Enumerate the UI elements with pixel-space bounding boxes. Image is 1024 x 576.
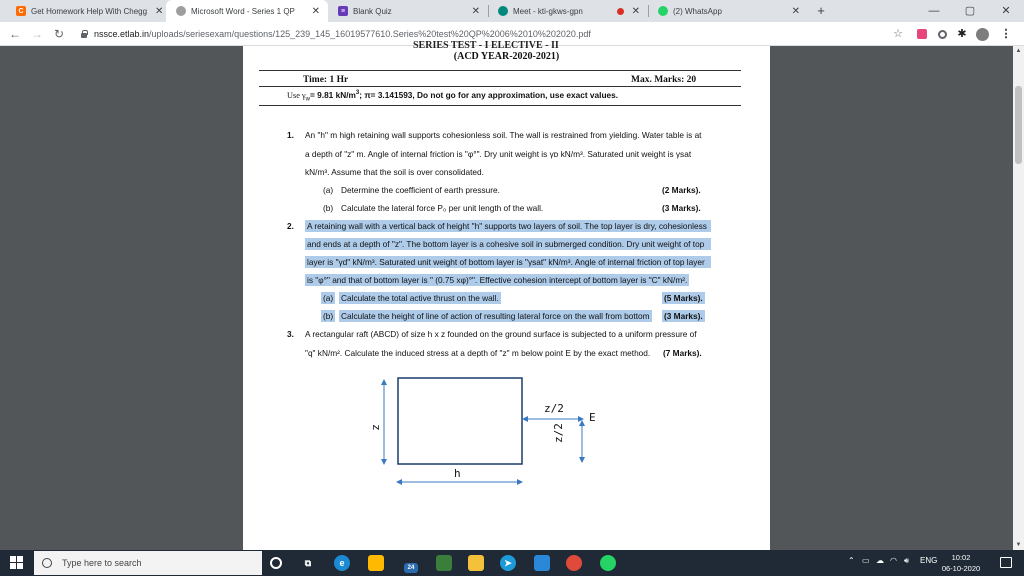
puzzle-icon[interactable]: ✱ [957, 28, 967, 40]
pdf-page [243, 40, 770, 550]
extension-icon[interactable] [934, 26, 950, 42]
tab-label: Meet - kti-gkws-gpn [513, 6, 583, 16]
whatsapp-icon [658, 6, 668, 16]
question-number: 2. [287, 221, 294, 231]
google-forms-icon: ≡ [338, 6, 348, 16]
avatar[interactable] [974, 26, 990, 42]
edge-icon[interactable]: e [334, 555, 350, 571]
question-line: An "h" m high retaining wall supports cohesionless soil. The wall is restrained from yielding. Water table is at [305, 130, 702, 140]
search-icon [42, 558, 52, 568]
tab-label: Microsoft Word - Series 1 QP [191, 6, 295, 16]
tab-chegg[interactable] [6, 0, 166, 22]
gamma-subscript: w [305, 96, 310, 103]
taskbar-clock[interactable] [938, 552, 984, 574]
part-label: (a) [323, 185, 334, 195]
language-indicator[interactable]: ENG [920, 556, 938, 565]
clipped-heading: SERIES TEST - I ELECTIVE - II [413, 40, 559, 51]
close-tab-icon[interactable]: ✕ [155, 5, 164, 17]
url-host: nssce.etlab.in [94, 29, 150, 39]
question-line: is "φ°" and that of bottom layer is " (0.75 xφ)°". Effective cohesion intercept of bottom layer is "C" kN/m². [307, 275, 688, 285]
file-explorer-icon[interactable] [468, 555, 484, 571]
notification-icon[interactable] [1000, 557, 1012, 568]
gamma-value: = 9.81 kN/m [310, 90, 356, 100]
new-tab-button[interactable]: + [817, 3, 825, 18]
app-icon[interactable] [436, 555, 452, 571]
taskbar-search-input[interactable] [34, 551, 262, 575]
minimize-button[interactable]: — [928, 5, 940, 17]
figure-label-z: z [370, 424, 383, 431]
constant-prefix: Use γ [287, 91, 306, 100]
close-tab-icon[interactable]: ✕ [631, 5, 640, 17]
part-marks: (5 Marks). [664, 293, 703, 303]
raft-figure [243, 46, 770, 550]
part-marks: (3 Marks). [662, 203, 701, 213]
url-path: /uploads/seriesexam/questions/125_239_145_16019577610.Series%20test%20QP%2006%2010%202020.pdf [149, 29, 591, 39]
question-line: A retaining wall with a vertical back of height "h" supports two layers of soil. The top layer is dry, cohesionless [305, 220, 711, 232]
chegg-icon: C [16, 6, 26, 16]
task-view-icon[interactable]: ⧉ [304, 558, 312, 568]
maximize-button[interactable]: ▢ [964, 5, 976, 17]
recording-dot-icon [617, 8, 624, 15]
meet-icon [498, 6, 508, 16]
tab-whatsapp[interactable] [648, 0, 808, 22]
exam-max-marks: Max. Marks: 20 [631, 75, 697, 85]
show-hidden-icons[interactable]: ⌃ [848, 556, 855, 565]
clock-time: 10:02 [951, 553, 971, 562]
mail-badge: 24 [404, 563, 418, 573]
exam-time: Time: 1 Hr [303, 75, 349, 85]
part-label: (b) [323, 203, 334, 213]
lock-icon [80, 30, 88, 38]
scroll-thumb[interactable] [1015, 86, 1022, 164]
question-line: and ends at a depth of "z". The bottom layer is a cohesive soil in submerged condition. Dry unit weight of top [305, 238, 711, 250]
question-line: kN/m³. Assume that the soil is over consolidated. [305, 167, 484, 177]
close-tab-icon[interactable]: ✕ [791, 5, 800, 17]
tab-meet[interactable] [488, 0, 648, 22]
reload-button[interactable]: ↻ [53, 27, 65, 41]
question-line: layer is "γd" kN/m³. Saturated unit weight of bottom layer is "γsat" kN/m³. Angle of internal friction of top layer [305, 256, 711, 268]
windows-taskbar [0, 550, 1024, 576]
figure-label-h: h [454, 467, 461, 480]
question-number: 3. [287, 329, 294, 339]
whatsapp-taskbar-icon[interactable] [600, 555, 616, 571]
question-number: 1. [287, 130, 294, 140]
part-text: Calculate the height of line of action of resulting lateral force on the wall from bottom [341, 311, 650, 321]
tab-strip [0, 0, 1024, 22]
figure-label-half-z-top: z/2 [544, 402, 564, 415]
tab-label: Blank Quiz [353, 6, 392, 16]
back-button[interactable]: ← [9, 27, 21, 41]
tab-label: Get Homework Help With Chegg [31, 6, 148, 16]
constants-note: Do not go for any approximation, use exact values. [417, 90, 619, 100]
menu-button[interactable]: ⋮ [1000, 28, 1012, 40]
close-tab-icon[interactable]: ✕ [311, 5, 320, 17]
extension-icon[interactable] [914, 26, 930, 42]
question-line: "q" kN/m². Calculate the induced stress at a depth of "z" m below point E by the exact method. [305, 348, 651, 358]
forward-button[interactable]: → [31, 27, 43, 41]
store-icon[interactable] [368, 555, 384, 571]
close-tab-icon[interactable]: ✕ [471, 5, 480, 17]
battery-icon[interactable]: ▭ [862, 556, 870, 565]
globe-icon [176, 6, 186, 16]
tab-word-series[interactable] [166, 0, 328, 22]
pdf-viewer [0, 40, 1024, 550]
figure-label-e: E [589, 411, 596, 424]
clock-date: 06-10-2020 [941, 564, 981, 573]
figure-label-half-z-side: z/2 [552, 423, 565, 443]
question-line: a depth of "z" m. Angle of internal friction is "φ°". Dry unit weight is γᴅ kN/m³. Saturated unit weight is γsat [305, 149, 692, 159]
raft-rectangle [398, 378, 522, 464]
cortana-icon[interactable] [270, 557, 282, 569]
close-window-button[interactable]: ✕ [1001, 5, 1011, 17]
volume-icon[interactable]: 🔊︎ [904, 556, 910, 565]
question-marks: (7 Marks). [663, 348, 702, 358]
windows-start-button[interactable] [10, 556, 24, 570]
pi-value: ; π= 3.141593, [359, 90, 415, 100]
wifi-icon[interactable]: ◠ [890, 556, 897, 565]
bookmark-star-icon[interactable]: ☆ [893, 28, 903, 40]
part-text: Calculate the lateral force P₀ per unit length of the wall. [341, 203, 544, 213]
app-icon[interactable] [534, 555, 550, 571]
question-line: A rectangular raft (ABCD) of size h x z founded on the ground surface is subjected to a uniform pressure of [305, 329, 697, 339]
scroll-down-icon[interactable]: ▼ [1015, 542, 1022, 548]
scroll-up-icon[interactable]: ▲ [1015, 48, 1022, 54]
tab-label: (2) WhatsApp [673, 6, 722, 16]
chrome-icon[interactable] [566, 555, 582, 571]
tab-blank-quiz[interactable] [328, 0, 488, 22]
search-placeholder: Type here to search [62, 558, 142, 568]
vertical-scrollbar[interactable] [1013, 46, 1024, 550]
part-marks: (3 Marks). [664, 311, 703, 321]
part-text: Calculate the total active thrust on the wall. [341, 293, 499, 303]
telegram-icon[interactable]: ➤ [500, 555, 516, 571]
academic-year: (ACD YEAR-2020-2021) [453, 51, 560, 62]
cloud-icon[interactable]: ☁ [876, 556, 884, 565]
part-marks: (2 Marks). [662, 185, 701, 195]
part-text: Determine the coefficient of earth pressure. [341, 185, 500, 195]
superscript: 3 [355, 90, 360, 97]
part-label: (b) [323, 311, 334, 321]
part-label: (a) [323, 293, 334, 303]
